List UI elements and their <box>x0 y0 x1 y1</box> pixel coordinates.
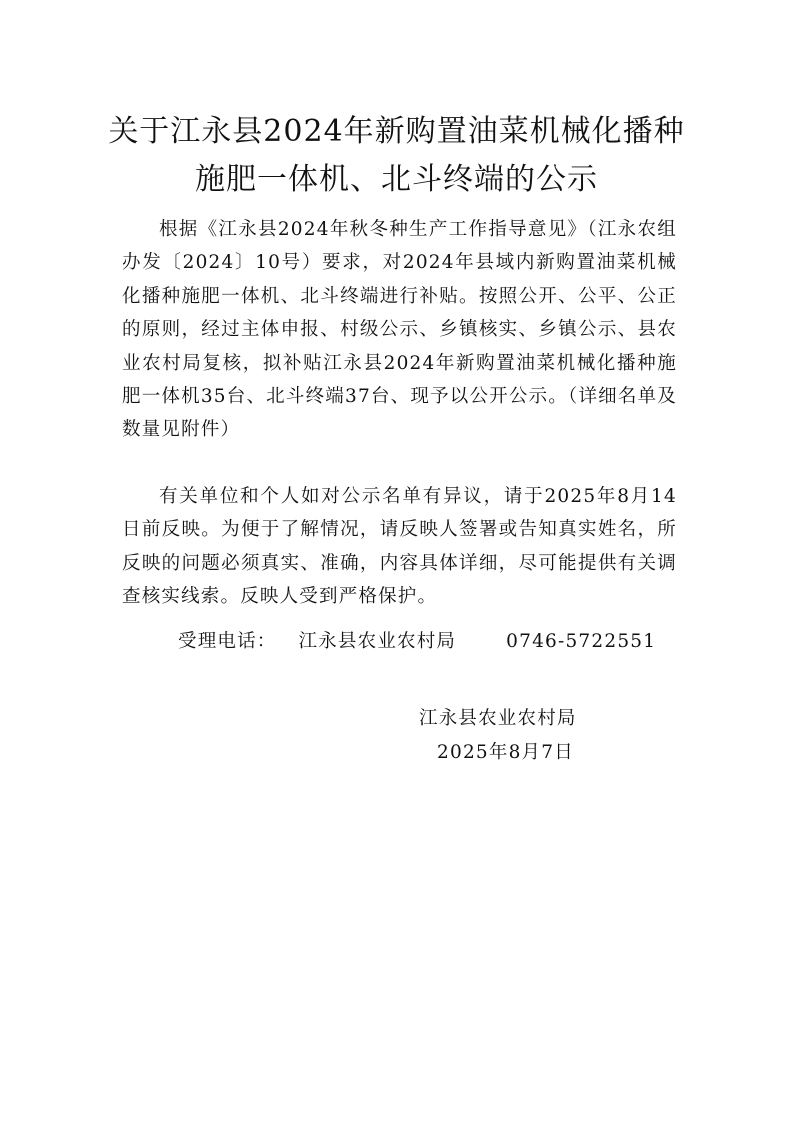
contact-label: 受理电话： <box>178 631 277 652</box>
signature-date: 2025年8月7日 <box>437 742 574 763</box>
signature-organization: 江永县农业农村局 <box>419 708 577 729</box>
contact-line <box>178 625 656 658</box>
contact-phone: 0746-5722551 <box>506 631 657 652</box>
document-title-line-1: 关于江永县2024年新购置油菜机械化播种 <box>108 114 685 149</box>
document-title-line-2: 施肥一体机、北斗终端的公示 <box>195 162 598 197</box>
body-paragraph-1: 根据《江永县2024年秋冬种生产工作指导意见》（江永农组办发〔2024〕10号）要求，对2024年县域内新购置油菜机械化播种施肥一体机、北斗终端进行补贴。按照公开、公平、公正的原则，经过主体申报、村级公示、乡镇核实、乡镇公示、县农业农村局复核，拟补贴江永县2024年新购置油菜机械化播种施肥一体机35台、北斗终端37台、现予以公开公示。（详细名单及数量见附件） <box>122 219 677 441</box>
body-paragraph-2: 有关单位和个人如对公示名单有异议，请于2025年8月14日前反映。为便于了解情况，请反映人签署或告知真实姓名，所反映的问题必须真实、准确，内容具体详细，尽可能提供有关调查核实线索。反映人受到严格保护。 <box>122 486 677 608</box>
contact-organization: 江永县农业农村局 <box>298 631 457 652</box>
